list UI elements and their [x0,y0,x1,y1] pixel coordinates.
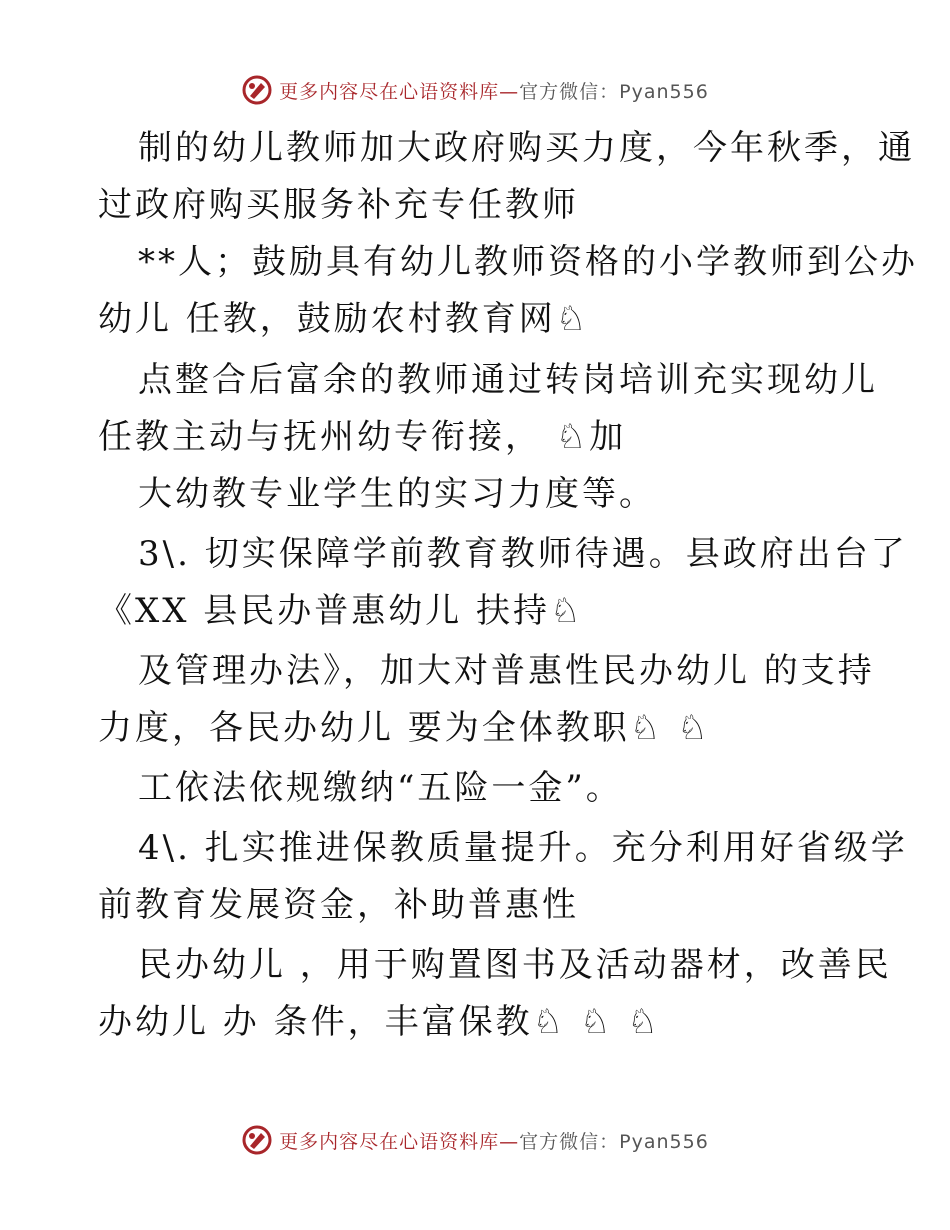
footer-wechat-text: 官方微信：Pyan556 [519,1130,709,1153]
body-line: 点整合后富余的教师通过转岗培训充实现幼儿 [138,360,878,400]
body-line: 3\. 切实保障学前教育教师待遇。县政府出台了 [138,534,908,574]
footer-banner-text: 更多内容尽在心语资料库— [279,1130,520,1153]
body-line: 工依法依规缴纳“五险一金”。 [138,768,623,808]
body-line: 《XX 县民办普惠幼儿 扶持♘ [98,591,584,631]
body-line: 大幼教专业学生的实习力度等。 [138,474,656,514]
body-line: 力度，各民办幼儿 要为全体教职♘ ♘ [98,708,711,748]
library-logo-icon [241,74,273,106]
body-line: 幼儿 任教，鼓励农村教育网♘ [98,299,590,339]
header-banner [0,70,950,110]
body-line: 4\. 扎实推进保教质量提升。充分利用好省级学 [138,828,908,868]
body-line: 办幼儿 办 条件，丰富保教♘ ♘ ♘ [98,1002,661,1042]
body-line: 民办幼儿 ，用于购置图书及活动器材，改善民 [138,945,892,985]
body-line: 前教育发展资金，补助普惠性 [98,885,579,925]
body-line: 过政府购买服务补充专任教师 [98,185,579,225]
header-wechat-text: 官方微信：Pyan556 [519,80,709,103]
body-line: **人；鼓励具有幼儿教师资格的小学教师到公办 [138,242,918,282]
body-line: 及管理办法》，加大对普惠性民办幼儿 的支持 [138,651,875,691]
library-logo-icon [241,1124,273,1156]
body-line: 任教主动与抚州幼专衔接， ♘加 [98,417,627,457]
body-line: 制的幼儿教师加大政府购买力度，今年秋季，通 [138,128,915,168]
header-banner-text: 更多内容尽在心语资料库— [279,80,520,103]
footer-banner [0,1120,950,1160]
